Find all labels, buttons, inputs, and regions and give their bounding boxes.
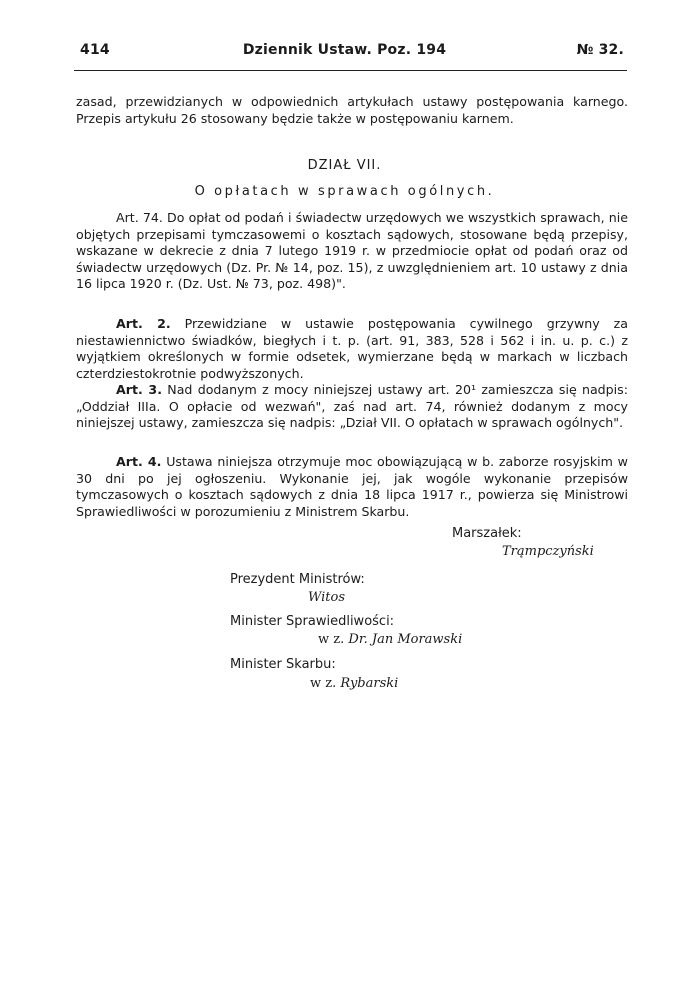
article-label: Art. 2. <box>116 316 171 331</box>
signatory-name: Trąmpczyński <box>502 544 594 559</box>
section-subheading: O opłatach w sprawach ogólnych. <box>194 184 495 199</box>
article-text: Przewidziane w ustawie postępowania cywilnego grzywny za niestawiennictwo świadków, biegłych i t. p. (art. 91, 383, 528 i 562 i in. u. p. c.) z wyjątkiem określonych w formie odsetek, wymierzane będą w markach w liczbach czterdziestokrotnie podwyższonych. <box>76 316 628 381</box>
signatory-prefix: w z. <box>310 676 337 691</box>
signatory-name: Witos <box>308 590 346 605</box>
signatory-name: Rybarski <box>340 676 399 691</box>
article-text: Do opłat od podań i świadectw urzędowych we wszystkich sprawach, nie objętych przepisami tymczasowemi o kosztach sądowych, stosowane będą przepisy, wskazane w dekrecie z dnia 7 lutego 1919 r. w przedmiocie opłat od podań oraz od świadectw urzędowych (Dz. Pr. № 14, poz. 15), z uwzględnieniem art. 10 ustawy z dnia 16 lipca 1920 r. (Dz. Ust. № 73, poz. 498)". <box>76 210 628 291</box>
article-paragraph <box>76 316 628 382</box>
intro-paragraph: zasad, przewidzianych w odpowiednich artykułach ustawy postępowania karnego. Przepis artykułu 26 stosowany będzie także w postępowaniu karnem. <box>76 94 628 126</box>
signatory-title: Minister Sprawiedliwości: <box>230 614 395 629</box>
signatory-name: Dr. Jan Morawski <box>348 632 463 647</box>
header-rule <box>74 70 627 71</box>
article-text: Nad dodanym z mocy niniejszej ustawy art. 20¹ zamieszcza się nadpis: „Oddział IIIa. O opłacie od wezwań", zaś nad art. 74, również dodanym z mocy niniejszej ustawy, zamieszcza się nadpis: „Dział VII. O opłatach w sprawach ogólnych". <box>76 382 628 430</box>
page-number: 414 <box>80 42 110 58</box>
signatory-title: Prezydent Ministrów: <box>230 572 365 587</box>
article-label: Art. 74. <box>116 210 163 225</box>
issue-number: № 32. <box>576 42 624 58</box>
article-text: Ustawa niniejsza otrzymuje moc obowiązującą w b. zaborze rosyjskim w 30 dni po jej ogłoszeniu. Wykonanie jej, jak wogóle wykonanie przepisów tymczasowych o kosztach sądowych z dnia 18 lipca 1917 r., powierza się Ministrowi Sprawiedliwości w porozumieniu z Ministrem Skarbu. <box>76 454 628 519</box>
signatory-title: Minister Skarbu: <box>230 657 336 672</box>
article-paragraph <box>76 382 628 432</box>
article-paragraph <box>76 454 628 520</box>
signatory-prefix: w z. <box>318 632 345 647</box>
signatory-title: Marszałek: <box>452 526 522 541</box>
article-paragraph <box>76 210 628 293</box>
section-heading: DZIAŁ VII. <box>307 158 382 173</box>
article-label: Art. 4. <box>116 454 162 469</box>
journal-title: Dziennik Ustaw. Poz. 194 <box>242 42 447 58</box>
signatory-line <box>318 632 462 647</box>
signatory-line <box>310 676 398 691</box>
article-label: Art. 3. <box>116 382 162 397</box>
